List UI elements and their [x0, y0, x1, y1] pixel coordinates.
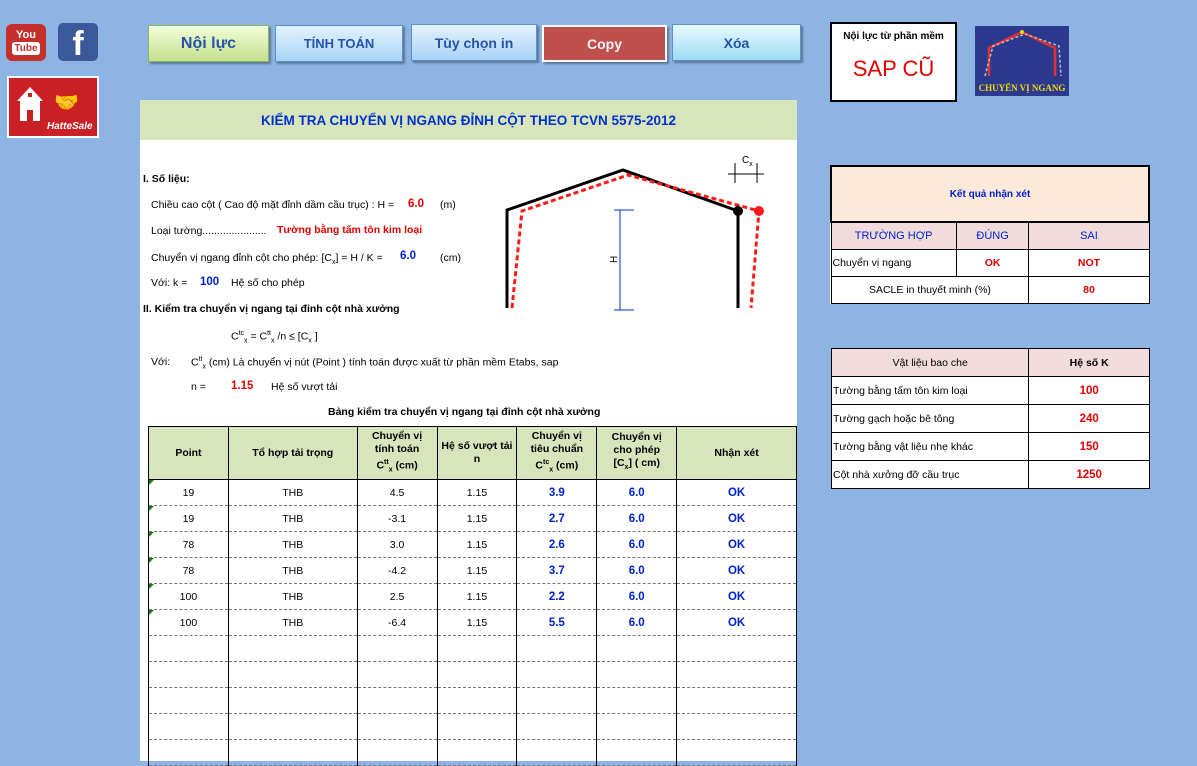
empty-cell[interactable]	[517, 662, 597, 688]
cell-standard[interactable]: 5.5	[517, 610, 597, 636]
ctt-sup: tt	[198, 356, 203, 363]
hattesale-label: HatteSale	[47, 121, 93, 132]
cell-allowable[interactable]: 6.0	[597, 558, 677, 584]
result-col-case: TRƯỜNG HỢP	[831, 222, 956, 250]
header-calc-sub: x	[388, 466, 393, 474]
cell-allowable[interactable]: 6.0	[597, 532, 677, 558]
cell-remark[interactable]: OK	[677, 480, 797, 506]
calculation-sheet	[140, 100, 797, 761]
material-name: Tường bằng vật liệu nhẹ khác	[832, 433, 1029, 461]
result-row-true: OK	[956, 250, 1029, 277]
cell-combo[interactable]: THB	[228, 584, 357, 610]
formula-sub-x2: x	[271, 337, 275, 345]
empty-row	[149, 662, 797, 688]
cell-point[interactable]: 100	[149, 584, 229, 610]
header-over-l1: Hệ số vượt tải	[441, 440, 513, 452]
header-std-l3: C	[535, 459, 543, 472]
displacement-table	[148, 426, 797, 766]
empty-cell[interactable]	[517, 714, 597, 740]
scale-label: SACLE in thuyết minh (%)	[831, 277, 1029, 304]
table-row	[149, 584, 797, 610]
n-label: n =	[191, 381, 206, 393]
cell-combo[interactable]: THB	[228, 480, 357, 506]
voi-label: Với:	[151, 356, 171, 368]
empty-cell[interactable]	[517, 688, 597, 714]
formula-sub-x: x	[244, 337, 248, 345]
empty-cell[interactable]	[228, 714, 357, 740]
result-panel	[830, 165, 1150, 304]
material-name: Tường bằng tấm tôn kim loại	[832, 377, 1029, 405]
header-allow-sub: x	[624, 464, 629, 472]
header-overload	[437, 427, 517, 480]
empty-row	[149, 688, 797, 714]
k-label: Với: k =	[151, 277, 188, 289]
ctt-sub: x	[202, 363, 206, 371]
tinh-toan-button[interactable]: TÍNH TOÁN	[275, 25, 403, 62]
empty-cell[interactable]	[357, 740, 437, 766]
empty-cell[interactable]	[357, 688, 437, 714]
result-header-row	[831, 222, 1149, 250]
result-col-true: ĐÚNG	[956, 222, 1029, 250]
materials-table	[831, 348, 1150, 489]
cell-calc[interactable]: -3.1	[357, 506, 437, 532]
cell-calc[interactable]: 2.5	[357, 584, 437, 610]
cell-standard[interactable]: 2.7	[517, 506, 597, 532]
cell-point[interactable]: 100	[149, 610, 229, 636]
wall-type-label: Loại tường......................	[151, 225, 267, 237]
table-header-row	[149, 427, 797, 480]
empty-cell[interactable]	[149, 662, 229, 688]
wall-type-value[interactable]: Tường bằng tấm tôn kim loại	[277, 224, 423, 236]
empty-cell[interactable]	[437, 740, 517, 766]
table-row	[149, 480, 797, 506]
empty-cell[interactable]	[228, 740, 357, 766]
empty-cell[interactable]	[228, 688, 357, 714]
cell-combo[interactable]: THB	[228, 532, 357, 558]
table-caption: Bảng kiểm tra chuyển vị ngang tại đỉnh cột nhà xưởng	[328, 406, 601, 418]
empty-cell[interactable]	[149, 636, 229, 662]
cell-combo[interactable]: THB	[228, 506, 357, 532]
formula-mid: = C	[247, 330, 268, 343]
empty-row	[149, 740, 797, 766]
material-name: Tường gạch hoặc bê tông	[832, 405, 1029, 433]
header-calc-l3: C	[376, 459, 385, 472]
empty-cell[interactable]	[357, 714, 437, 740]
materials-col-k: Hệ số K	[1029, 349, 1150, 377]
facebook-icon[interactable]	[58, 23, 98, 61]
check-formula	[231, 330, 318, 345]
cell-calc[interactable]: -4.2	[357, 558, 437, 584]
header-allow-l2: cho phép	[613, 444, 661, 457]
table-row	[149, 610, 797, 636]
empty-cell[interactable]	[437, 714, 517, 740]
cell-combo[interactable]: THB	[228, 610, 357, 636]
empty-cell[interactable]	[228, 636, 357, 662]
result-row	[831, 250, 1149, 277]
empty-cell[interactable]	[677, 688, 797, 714]
allowable-disp-label-tail: ] = H / K =	[335, 252, 383, 264]
header-allow-l3: [C	[613, 457, 625, 470]
formula-tail: /n ≤ [C	[274, 330, 309, 343]
column-height-unit: (m)	[440, 199, 456, 211]
material-k: 100	[1029, 377, 1150, 405]
material-k: 150	[1029, 433, 1150, 461]
force-source-box[interactable]	[830, 22, 957, 102]
cell-calc[interactable]: -6.4	[357, 610, 437, 636]
school-house-icon	[15, 85, 45, 125]
cell-allowable[interactable]: 6.0	[597, 610, 677, 636]
cell-overload[interactable]: 1.15	[437, 558, 517, 584]
allowable-disp-label	[151, 252, 383, 266]
header-std-l1: Chuyển vị	[531, 429, 582, 442]
cell-combo[interactable]: THB	[228, 558, 357, 584]
header-standard	[517, 427, 597, 480]
header-std-sub: x	[549, 466, 554, 474]
cell-standard[interactable]: 3.9	[517, 480, 597, 506]
empty-cell[interactable]	[677, 662, 797, 688]
facebook-letter: f	[72, 25, 84, 63]
noi-luc-button[interactable]: Nội lực	[148, 25, 269, 62]
n-value: 1.15	[231, 380, 254, 392]
force-source-title: Nội lực từ phần mềm	[843, 31, 944, 42]
cell-overload[interactable]: 1.15	[437, 584, 517, 610]
cx-dim-label	[742, 155, 753, 168]
materials-row	[832, 461, 1150, 489]
h-dim-label: H	[609, 255, 620, 263]
handshake-icon: 🤝	[54, 92, 79, 114]
column-height-value[interactable]: 6.0	[408, 198, 424, 210]
cell-overload[interactable]: 1.15	[437, 480, 517, 506]
cell-allowable[interactable]: 6.0	[597, 480, 677, 506]
empty-cell[interactable]	[597, 688, 677, 714]
chuyen-vi-ngang-logo	[975, 26, 1069, 96]
header-calc-l2: tính toán	[374, 442, 420, 455]
header-calc-unit: (cm)	[392, 459, 418, 472]
header-allow-l1: Chuyển vị	[611, 431, 662, 444]
empty-cell[interactable]	[149, 688, 229, 714]
cell-remark[interactable]: OK	[677, 610, 797, 636]
cell-remark[interactable]: OK	[677, 558, 797, 584]
result-col-false: SAI	[1029, 222, 1149, 250]
cell-overload[interactable]: 1.15	[437, 506, 517, 532]
copy-button[interactable]: Copy	[542, 25, 667, 62]
ctt-description	[191, 356, 558, 371]
frame-logo-icon	[975, 26, 1069, 84]
empty-row	[149, 714, 797, 740]
original-node	[733, 206, 743, 216]
empty-cell[interactable]	[149, 740, 229, 766]
table-row	[149, 532, 797, 558]
empty-cell[interactable]	[437, 688, 517, 714]
sheet-title: KIỂM TRA CHUYỂN VỊ NGANG ĐỈNH CỘT THEO TCVN 5575-2012	[140, 100, 797, 140]
cell-remark[interactable]: OK	[677, 584, 797, 610]
cell-remark[interactable]: OK	[677, 532, 797, 558]
header-over-l2: n	[473, 453, 481, 465]
formula-sup-tc: tc	[238, 330, 245, 337]
cell-point[interactable]: 19	[149, 480, 229, 506]
cell-allowable[interactable]: 6.0	[597, 506, 677, 532]
empty-cell[interactable]	[677, 636, 797, 662]
frame-diagram	[470, 150, 770, 315]
empty-cell[interactable]	[517, 636, 597, 662]
empty-cell[interactable]	[357, 636, 437, 662]
table-row	[149, 558, 797, 584]
ctt-text: (cm) Là chuyển vị nút (Point ) tính toán được xuất từ phần mềm Etabs, sap	[205, 356, 559, 369]
empty-cell[interactable]	[677, 740, 797, 766]
header-allowable	[597, 427, 677, 480]
hattesale-logo-button[interactable]	[7, 76, 99, 138]
empty-cell[interactable]	[517, 740, 597, 766]
cell-standard[interactable]: 2.2	[517, 584, 597, 610]
empty-cell[interactable]	[149, 714, 229, 740]
table-row	[149, 506, 797, 532]
youtube-tube-text: Tube	[14, 43, 38, 54]
materials-row	[832, 433, 1150, 461]
header-calc-sup: tt	[384, 458, 389, 466]
header-calc	[357, 427, 437, 480]
header-point: Point	[149, 427, 229, 480]
header-calc-l1: Chuyển vị	[371, 429, 423, 442]
section-2-heading: II. Kiểm tra chuyển vị ngang tại đỉnh cột nhà xưởng	[143, 303, 400, 315]
empty-cell[interactable]	[357, 662, 437, 688]
materials-col-material: Vật liệu bao che	[832, 349, 1029, 377]
cell-point[interactable]: 78	[149, 532, 229, 558]
header-allow-unit: ] ( cm)	[628, 457, 660, 470]
cell-calc[interactable]: 3.0	[357, 532, 437, 558]
k-value: 100	[200, 276, 220, 288]
cell-allowable[interactable]: 6.0	[597, 584, 677, 610]
result-table	[830, 165, 1150, 304]
tuy-chon-in-button[interactable]: Tùy chọn in	[411, 24, 537, 61]
material-k: 1250	[1029, 461, 1150, 489]
header-std-sup: tc	[543, 458, 550, 466]
youtube-you-text: You	[16, 29, 36, 41]
cell-calc[interactable]: 4.5	[357, 480, 437, 506]
cx-c: C	[742, 155, 750, 166]
scale-value[interactable]: 80	[1029, 277, 1149, 304]
cell-remark[interactable]: OK	[677, 506, 797, 532]
column-height-label: Chiều cao cột ( Cao độ mặt đỉnh dầm cầu trục) : H =	[151, 199, 395, 211]
material-k: 240	[1029, 405, 1150, 433]
formula-c: C	[231, 330, 239, 343]
allowable-disp-label-text: Chuyển vị ngang đỉnh cột cho phép: [C	[151, 252, 332, 264]
n-description: Hệ số vượt tải	[271, 381, 338, 393]
empty-cell[interactable]	[437, 636, 517, 662]
cell-standard[interactable]: 3.7	[517, 558, 597, 584]
deformed-node	[754, 206, 764, 216]
youtube-icon[interactable]	[6, 24, 46, 61]
empty-cell[interactable]	[597, 714, 677, 740]
cell-overload[interactable]: 1.15	[437, 610, 517, 636]
header-combo: Tổ hợp tải trọng	[228, 427, 357, 480]
allowable-disp-label-sub: x	[331, 259, 336, 267]
empty-cell[interactable]	[228, 662, 357, 688]
header-remark: Nhận xét	[677, 427, 797, 480]
section-1-heading: I. Số liệu:	[143, 173, 190, 185]
cx-sub: x	[749, 161, 753, 168]
xoa-button[interactable]: Xóa	[672, 24, 801, 61]
result-title-row	[831, 166, 1149, 222]
formula-sub-x3: x	[308, 337, 312, 345]
materials-header-row	[832, 349, 1150, 377]
formula-end: ]	[311, 330, 318, 343]
cell-standard[interactable]: 2.6	[517, 532, 597, 558]
k-description: Hệ số cho phép	[231, 277, 305, 289]
cell-point[interactable]: 78	[149, 558, 229, 584]
result-row-label: Chuyển vị ngang	[831, 250, 956, 277]
empty-cell[interactable]	[677, 714, 797, 740]
material-name: Cột nhà xưởng đỡ cầu trục	[832, 461, 1029, 489]
empty-cell[interactable]	[597, 636, 677, 662]
frame-undeformed	[507, 170, 738, 308]
logo-text: CHUYỂN VỊ NGANG	[978, 83, 1066, 93]
result-title: Kết quả nhận xét	[831, 166, 1149, 222]
empty-cell[interactable]	[597, 740, 677, 766]
ctt-c: C	[191, 356, 199, 369]
allowable-disp-value: 6.0	[400, 250, 416, 262]
formula-sup-tt: tt	[267, 330, 271, 337]
allowable-disp-unit: (cm)	[440, 252, 461, 264]
materials-row	[832, 405, 1150, 433]
header-std-unit: (cm)	[553, 459, 579, 472]
cell-point[interactable]: 19	[149, 506, 229, 532]
scale-row	[831, 277, 1149, 304]
header-std-l2: tiêu chuẩn	[530, 442, 584, 455]
result-row-false: NOT	[1029, 250, 1149, 277]
materials-row	[832, 377, 1150, 405]
cell-overload[interactable]: 1.15	[437, 532, 517, 558]
force-source-value: SAP CŨ	[852, 56, 935, 81]
empty-cell[interactable]	[597, 662, 677, 688]
empty-cell[interactable]	[437, 662, 517, 688]
empty-row	[149, 636, 797, 662]
